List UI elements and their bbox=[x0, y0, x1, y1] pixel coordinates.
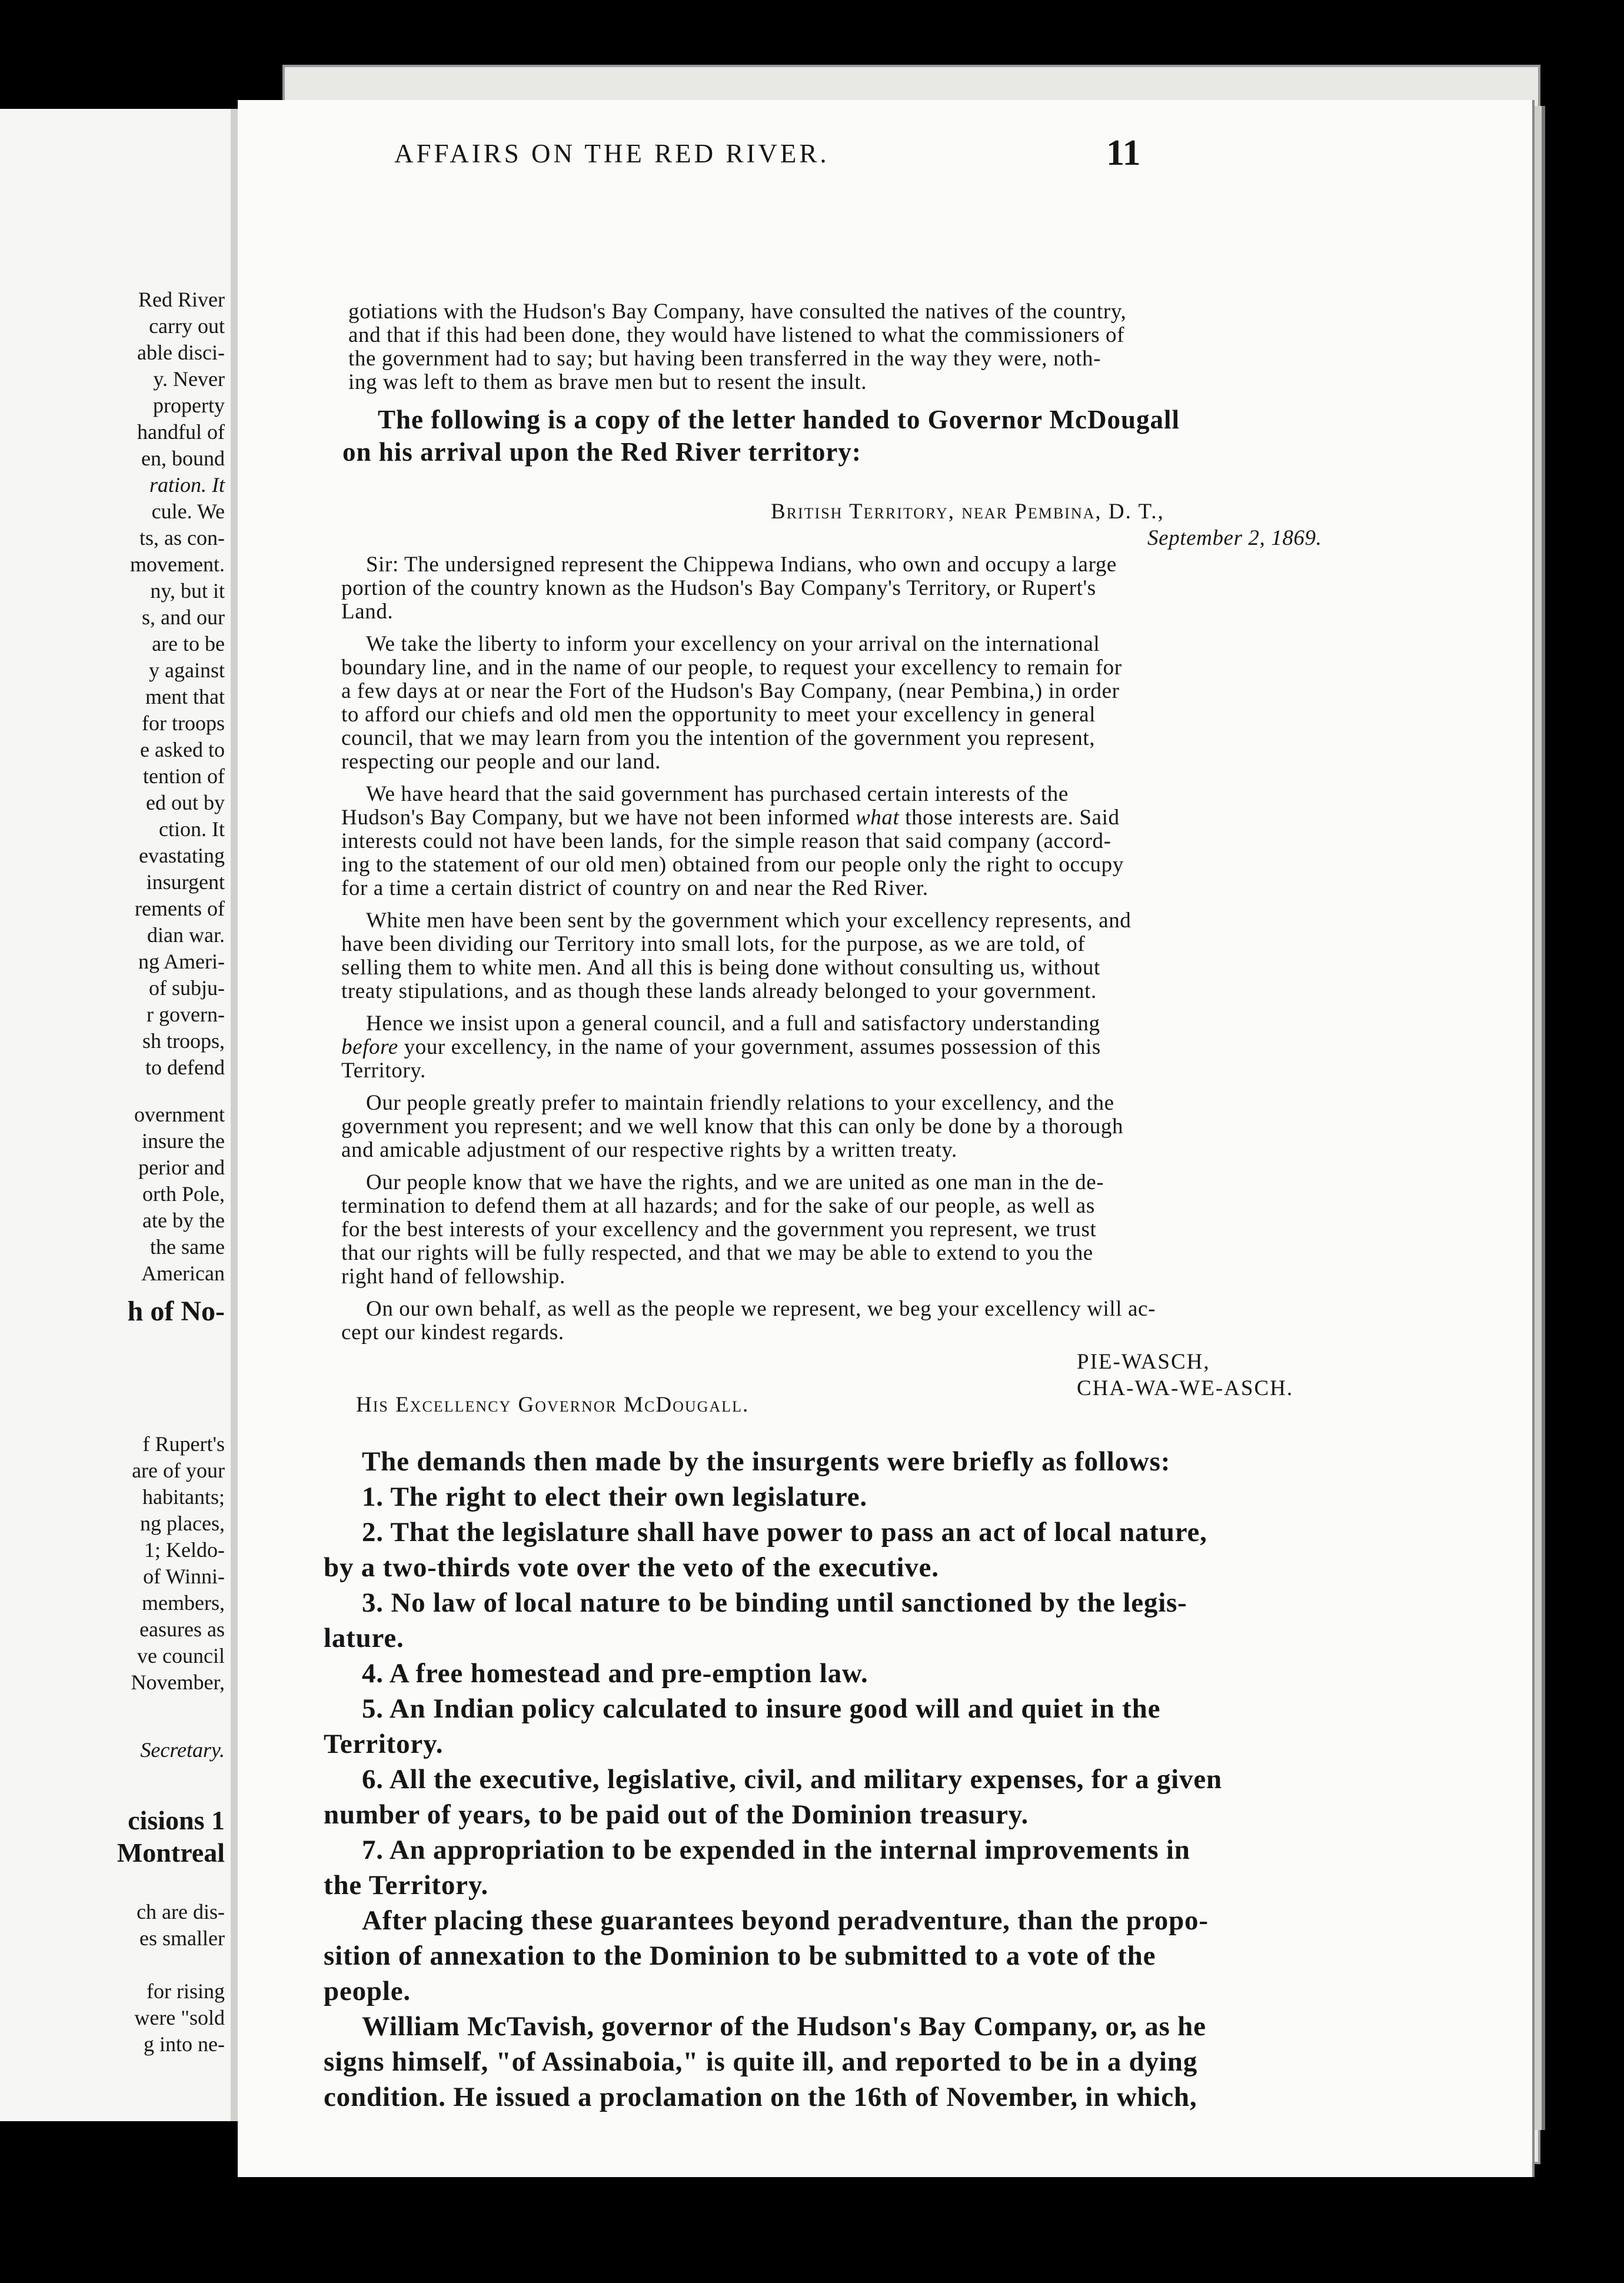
facing-page-fragment: dian war. bbox=[147, 923, 225, 947]
facing-page-fragment: carry out bbox=[149, 314, 225, 338]
facing-page-fragment: e asked to bbox=[140, 738, 225, 761]
facing-page-fragment: cule. We bbox=[151, 500, 225, 523]
facing-page-fragment: were "sold bbox=[134, 2006, 225, 2029]
demands-line: people. bbox=[324, 1976, 411, 2006]
letter-line: a few days at or near the Fort of the Hudson's Bay Company, (near Pembina,) in order bbox=[341, 679, 1120, 703]
facing-page-fragment: cisions 1 bbox=[128, 1805, 225, 1835]
letter-intro: on his arrival upon the Red River territory: bbox=[342, 437, 861, 467]
letter-intro: The following is a copy of the letter handed to Governor McDougall bbox=[378, 405, 1180, 434]
facing-page-fragment: ed out by bbox=[146, 791, 225, 814]
demands-line: lature. bbox=[324, 1623, 404, 1653]
facing-page-fragment: for troops bbox=[142, 711, 225, 735]
paragraph-line: the government had to say; but having been transferred in the way they were, noth- bbox=[348, 347, 1101, 371]
facing-page-fragment: property bbox=[153, 394, 225, 417]
facing-page-fragment: sh troops, bbox=[142, 1029, 225, 1053]
facing-page-fragment: insurgent bbox=[146, 870, 225, 894]
facing-page-fragment: of Winni- bbox=[143, 1565, 225, 1588]
letter-line: respecting our people and our land. bbox=[341, 750, 661, 774]
facing-page-fragment: tention of bbox=[143, 764, 225, 788]
demands-line: 3. No law of local nature to be binding until sanctioned by the legis- bbox=[362, 1588, 1187, 1618]
facing-page-fragment: Montreal bbox=[117, 1838, 225, 1868]
letter-line: Sir: The undersigned represent the Chippewa Indians, who own and occupy a large bbox=[366, 553, 1117, 577]
letter-place: British Territory, near Pembina, D. T., bbox=[771, 500, 1164, 524]
facing-page-left bbox=[0, 109, 231, 2121]
letter-line: Our people know that we have the rights, and we are united as one man in the de- bbox=[366, 1170, 1104, 1194]
demands-line: the Territory. bbox=[324, 1870, 489, 1901]
letter-line: White men have been sent by the government which your excellency represents, and bbox=[366, 908, 1132, 933]
demands-line: 2. That the legislature shall have power to pass an act of local nature, bbox=[362, 1517, 1207, 1547]
facing-page-fragment: ch are dis- bbox=[137, 1900, 225, 1923]
letter-line: We have heard that the said government has purchased certain interests of the bbox=[366, 782, 1069, 806]
letter-line: termination to defend them at all hazards; and for the sake of our people, as well as bbox=[341, 1194, 1095, 1218]
letter-line: to afford our chiefs and old men the opportunity to meet your excellency in general bbox=[341, 703, 1096, 727]
facing-page-fragment: orth Pole, bbox=[142, 1182, 225, 1206]
letter-line: for the best interests of your excellency and the government you represent, we trust bbox=[341, 1217, 1097, 1242]
demands-line: 7. An appropriation to be expended in the internal improvements in bbox=[362, 1835, 1190, 1865]
demands-line: 5. An Indian policy calculated to insure good will and quiet in the bbox=[362, 1693, 1161, 1724]
signature: CHA-WA-WE-ASCH. bbox=[1077, 1376, 1294, 1400]
demands-line: 6. All the executive, legislative, civil, and military expenses, for a given bbox=[362, 1764, 1222, 1795]
facing-page-fragment: ny, but it bbox=[150, 579, 225, 603]
facing-page-fragment: g into ne- bbox=[144, 2032, 225, 2056]
emphasis: before bbox=[341, 1035, 398, 1059]
emphasis: what bbox=[855, 806, 900, 830]
facing-page-fragment: members, bbox=[142, 1591, 225, 1615]
facing-page-fragment: r govern- bbox=[147, 1003, 225, 1026]
letter-line: before your excellency, in the name of your government, assumes possession of this bbox=[341, 1035, 1101, 1059]
facing-page-fragment: ts, as con- bbox=[139, 526, 225, 550]
facing-page-fragment: s, and our bbox=[142, 605, 225, 629]
facing-page-fragment: insure the bbox=[142, 1129, 225, 1153]
facing-page-fragment: es smaller bbox=[139, 1926, 225, 1950]
facing-page-fragment: h of No- bbox=[127, 1296, 225, 1327]
demands-line: number of years, to be paid out of the Dominion treasury. bbox=[324, 1799, 1029, 1830]
demands-line: by a two-thirds vote over the veto of the executive. bbox=[324, 1552, 939, 1583]
letter-line: Territory. bbox=[341, 1059, 426, 1083]
facing-page-fragment: ve council bbox=[137, 1644, 225, 1668]
demands-line: William McTavish, governor of the Hudson's Bay Company, or, as he bbox=[362, 2011, 1206, 2042]
letter-line: portion of the country known as the Hudson's Bay Company's Territory, or Rupert's bbox=[341, 576, 1096, 600]
signature: PIE-WASCH, bbox=[1077, 1350, 1210, 1374]
facing-page-fragment: ate by the bbox=[142, 1209, 225, 1232]
demands-line: 4. A free homestead and pre-emption law. bbox=[362, 1658, 868, 1689]
letter-line: right hand of fellowship. bbox=[341, 1264, 565, 1289]
demands-line: signs himself, "of Assinaboia," is quite ill, and reported to be in a dying bbox=[324, 2046, 1198, 2077]
letter-line: council, that we may learn from you the intention of the government you represent, bbox=[341, 726, 1096, 750]
facing-page-fragment: ng Ameri- bbox=[138, 950, 225, 973]
facing-page-fragment: y. Never bbox=[153, 367, 225, 391]
facing-page-fragment: perior and bbox=[138, 1156, 225, 1179]
demands-line: condition. He issued a proclamation on the 16th of November, in which, bbox=[324, 2082, 1197, 2112]
demands-line: sition of annexation to the Dominion to be submitted to a vote of the bbox=[324, 1941, 1156, 1971]
letter-line: for a time a certain district of country on and near the Red River. bbox=[341, 876, 929, 900]
demands-line: The demands then made by the insurgents were briefly as follows: bbox=[362, 1446, 1171, 1477]
letter-line: and amicable adjustment of our respective rights by a written treaty. bbox=[341, 1138, 957, 1162]
facing-page-fragment: for rising bbox=[147, 1979, 225, 2003]
demands-line: Territory. bbox=[324, 1729, 444, 1759]
letter-line: treaty stipulations, and as though these lands already belonged to your government. bbox=[341, 979, 1097, 1003]
facing-page-fragment: are of your bbox=[132, 1459, 225, 1482]
letter-line: On our own behalf, as well as the people we represent, we beg your excellency will ac- bbox=[366, 1297, 1156, 1321]
letter-line: Hudson's Bay Company, but we have not been informed what those interests are. Said bbox=[341, 806, 1120, 830]
facing-page-fragment: able disci- bbox=[137, 341, 225, 364]
page-number: 11 bbox=[1106, 133, 1141, 173]
facing-page-fragment: ment that bbox=[145, 685, 225, 708]
facing-page-fragment: easures as bbox=[139, 1618, 225, 1641]
facing-page-fragment: movement. bbox=[130, 553, 225, 576]
letter-line: We take the liberty to inform your excellency on your arrival on the international bbox=[366, 632, 1100, 656]
addressee: His Excellency Governor McDougall. bbox=[356, 1393, 750, 1417]
facing-page-fragment: rements of bbox=[135, 897, 225, 920]
paragraph-line: ing was left to them as brave men but to resent the insult. bbox=[348, 370, 867, 394]
facing-page-fragment: evastating bbox=[139, 844, 225, 867]
letter-line: Our people greatly prefer to maintain friendly relations to your excellency, and the bbox=[366, 1091, 1114, 1115]
facing-page-fragment: American bbox=[141, 1262, 225, 1285]
facing-page-fragment: ration. It bbox=[149, 473, 225, 497]
letter-line: Hence we insist upon a general council, and a full and satisfactory understanding bbox=[366, 1011, 1100, 1036]
facing-page-fragment: en, bound bbox=[141, 447, 225, 470]
facing-page-fragment: Secretary. bbox=[140, 1738, 225, 1762]
facing-page-fragment: 1; Keldo- bbox=[144, 1538, 225, 1562]
facing-page-fragment: overnment bbox=[134, 1103, 225, 1126]
letter-line: interests could not have been lands, for the simple reason that said company (accord- bbox=[341, 829, 1111, 853]
facing-page-fragment: ction. It bbox=[159, 817, 225, 841]
demands-line: 1. The right to elect their own legislature. bbox=[362, 1482, 867, 1512]
page-header bbox=[0, 133, 1330, 185]
letter-line: cept our kindest regards. bbox=[341, 1320, 564, 1344]
facing-page-fragment: are to be bbox=[152, 632, 225, 655]
facing-page-fragment: y against bbox=[149, 658, 225, 682]
facing-page-fragment: handful of bbox=[137, 420, 225, 444]
facing-page-fragment: the same bbox=[150, 1235, 225, 1259]
facing-page-fragment: of subju- bbox=[149, 976, 225, 1000]
letter-date: September 2, 1869. bbox=[1147, 526, 1322, 550]
paragraph-line: gotiations with the Hudson's Bay Company, have consulted the natives of the country, bbox=[348, 299, 1127, 324]
demands-line: After placing these guarantees beyond peradventure, than the propo- bbox=[362, 1905, 1209, 1936]
facing-page-fragment: November, bbox=[131, 1670, 225, 1694]
letter-line: boundary line, and in the name of our people, to request your excellency to remain for bbox=[341, 655, 1122, 680]
letter-line: have been dividing our Territory into small lots, for the purpose, as we are told, of bbox=[341, 932, 1086, 956]
letter-line: government you represent; and we well know that this can only be done by a thorough bbox=[341, 1114, 1124, 1139]
facing-page-fragment: to defend bbox=[145, 1056, 225, 1079]
letter-line: selling them to white men. And all this is being done without consulting us, without bbox=[341, 956, 1100, 980]
letter-line: ing to the statement of our old men) obtained from our people only the right to occupy bbox=[341, 853, 1124, 877]
facing-page-fragment: ng places, bbox=[140, 1512, 225, 1535]
facing-page-fragment: f Rupert's bbox=[142, 1432, 225, 1456]
facing-page-fragment: Red River bbox=[138, 288, 225, 311]
letter-line: Land. bbox=[341, 600, 394, 624]
facing-page-fragment: habitants; bbox=[142, 1485, 225, 1509]
running-head: AFFAIRS ON THE RED RIVER. bbox=[394, 139, 830, 168]
paragraph-line: and that if this had been done, they would have listened to what the commissioners of bbox=[348, 323, 1124, 347]
letter-line: that our rights will be fully respected, and that we may be able to extend to you the bbox=[341, 1241, 1093, 1265]
